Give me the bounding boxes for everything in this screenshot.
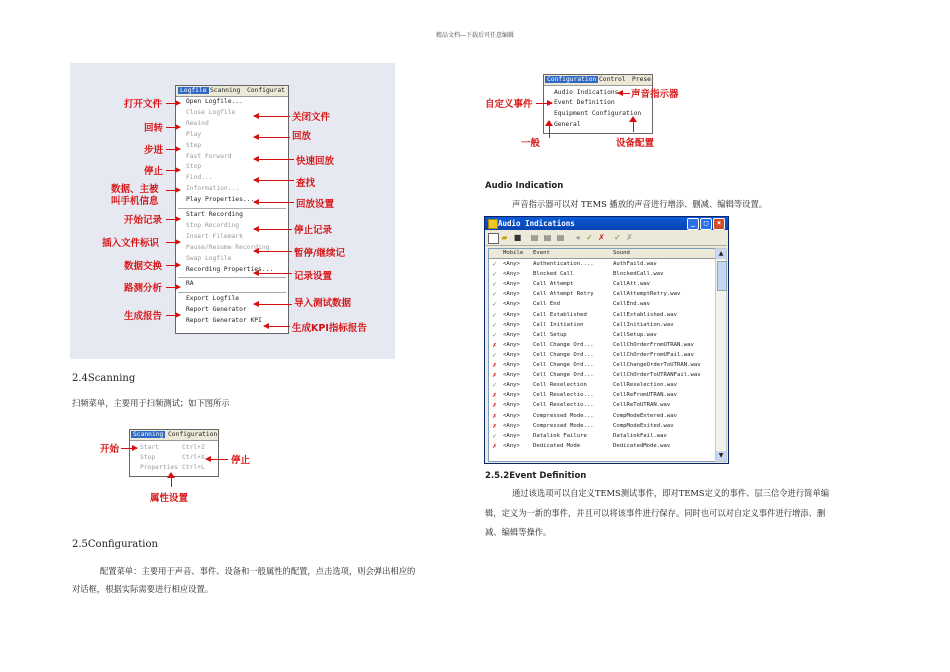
cell-sound: CallAtt.wav bbox=[613, 281, 651, 288]
disable-icon[interactable]: ✗ bbox=[598, 233, 605, 242]
arrow-fast-forward bbox=[254, 159, 294, 160]
label-insert-mark: 插入文件标识 bbox=[102, 238, 160, 249]
cell-event: Call Attempt Retry bbox=[533, 291, 594, 298]
menubar bbox=[544, 75, 652, 86]
cell-sound: CellChOrderFromUFail.wav bbox=[613, 351, 694, 358]
cell-event: Compressed Mode... bbox=[533, 422, 594, 429]
properties-icon[interactable]: ▤ bbox=[530, 233, 539, 242]
enabled-icon: ✓ bbox=[492, 431, 497, 440]
cell-event: Cell Change Ord... bbox=[533, 362, 594, 368]
arrow-record-props bbox=[254, 273, 292, 274]
cell-sound: CellReFromUTRAN.wav bbox=[613, 392, 677, 399]
cell-mobile: <Any> bbox=[503, 442, 520, 449]
label-scan-stop: 停止 bbox=[231, 455, 251, 466]
arrow-find bbox=[254, 180, 294, 181]
enabled-icon: ✓ bbox=[492, 290, 497, 299]
label-kpi: 生成KPI指标报告 bbox=[292, 323, 367, 334]
enabled-icon: ✓ bbox=[492, 260, 497, 268]
enabled-icon: ✓ bbox=[492, 350, 497, 359]
label-general: 一般 bbox=[521, 138, 541, 149]
logfile-menu-item[interactable]: Play Properties... bbox=[186, 196, 255, 204]
cell-sound: CompModeExited.wav bbox=[613, 422, 674, 429]
cell-mobile: <Any> bbox=[503, 261, 520, 267]
app-icon bbox=[488, 219, 498, 229]
logfile-menu-item[interactable]: Step bbox=[186, 141, 202, 149]
disabled-icon: ✗ bbox=[492, 361, 497, 369]
disabled-icon: ✗ bbox=[492, 441, 497, 450]
cell-event: Cell Change Ord... bbox=[533, 372, 594, 379]
table-row[interactable] bbox=[489, 331, 715, 341]
table-row[interactable] bbox=[489, 300, 715, 310]
text-configuration-2: 对话框，根据实际需要进行相应设置。 bbox=[72, 584, 214, 594]
cell-event: Dedicated Mode bbox=[533, 442, 581, 449]
label-record-props: 记录设置 bbox=[294, 271, 333, 282]
table-row[interactable] bbox=[489, 260, 715, 270]
menu-configuration[interactable]: Configurat bbox=[247, 87, 285, 94]
table-header bbox=[489, 249, 715, 259]
arrow-event bbox=[536, 103, 552, 104]
label-ra: 路测分析 bbox=[124, 283, 163, 294]
table-row[interactable] bbox=[489, 422, 715, 432]
enabled-icon: ✓ bbox=[492, 381, 497, 390]
page-header: 精品文档---下载后可任意编辑 bbox=[435, 32, 515, 39]
logfile-menu-item[interactable]: RA bbox=[186, 280, 194, 288]
table-row[interactable] bbox=[489, 280, 715, 290]
cell-sound: CellChangeOrderToUTRAN.wav bbox=[613, 362, 701, 368]
disabled-icon: ✗ bbox=[492, 421, 497, 430]
label-swap: 数据交换 bbox=[124, 261, 163, 272]
cell-mobile: <Any> bbox=[503, 301, 520, 308]
enabled-icon: ✓ bbox=[492, 300, 497, 309]
arrow-kpi bbox=[264, 326, 290, 327]
toolbar bbox=[486, 231, 727, 246]
logfile-menu-item[interactable]: Export Logfile bbox=[186, 295, 240, 303]
scroll-thumb[interactable] bbox=[717, 261, 727, 291]
cell-event: Authentication.... bbox=[533, 261, 594, 267]
label-pause-record: 暂停/继续记 bbox=[294, 248, 345, 259]
enabled-icon: ✓ bbox=[492, 310, 497, 319]
table-row[interactable] bbox=[489, 321, 715, 331]
scan-stop-item[interactable]: Stop bbox=[140, 454, 156, 461]
menubar bbox=[176, 86, 288, 97]
heading-scanning: 2.4Scanning bbox=[72, 373, 136, 384]
col-event[interactable]: Event bbox=[533, 250, 550, 256]
enabled-icon: ✓ bbox=[492, 330, 497, 339]
cell-sound: BlockedCall.wav bbox=[613, 271, 664, 278]
table-row[interactable] bbox=[489, 270, 715, 280]
label-scan-start: 开始 bbox=[100, 444, 120, 455]
save-icon[interactable]: ■ bbox=[513, 233, 522, 242]
arrow-report bbox=[166, 315, 180, 316]
vertical-scrollbar[interactable] bbox=[715, 248, 727, 462]
logfile-menu-item[interactable]: Report Generator KPI bbox=[186, 317, 262, 325]
arrow-scan-props-head bbox=[167, 472, 175, 478]
arrow-audio bbox=[618, 93, 630, 94]
cell-sound: AuthFaild.wav bbox=[613, 261, 657, 267]
col-sound[interactable]: Sound bbox=[613, 250, 630, 256]
arrow-step bbox=[166, 149, 180, 150]
heading-audio: Audio Indication bbox=[485, 181, 564, 191]
cell-mobile: <Any> bbox=[503, 341, 520, 348]
label-scan-props: 属性设置 bbox=[150, 493, 189, 504]
arrow-scan-start bbox=[121, 448, 137, 449]
text-configuration-1: 配置菜单：主要用于声音、事件、设备和一般属性的配置，点击选项，则会弹出相应的 bbox=[100, 566, 416, 576]
scan-start-shortcut: Ctrl+Z bbox=[182, 444, 205, 451]
menu-logfile[interactable]: Logfile bbox=[180, 87, 207, 94]
window-title: Audio Indications bbox=[498, 219, 575, 228]
enable-all-icon[interactable]: ✓ bbox=[614, 233, 621, 242]
cell-event: Call Setup bbox=[533, 331, 567, 338]
table-row[interactable] bbox=[489, 341, 715, 351]
arrow-stop-record bbox=[254, 229, 292, 230]
disabled-icon: ✗ bbox=[492, 411, 497, 420]
cell-sound: CellChOrderToUTRANFail.wav bbox=[613, 372, 701, 379]
cell-mobile: <Any> bbox=[503, 432, 520, 439]
cell-mobile: <Any> bbox=[503, 362, 520, 368]
list-icon[interactable]: ▤ bbox=[556, 233, 565, 242]
cell-event: Cell Reselection bbox=[533, 382, 587, 389]
cell-sound: CallSetup.wav bbox=[613, 331, 657, 338]
disabled-icon: ✗ bbox=[492, 391, 497, 400]
cell-mobile: <Any> bbox=[503, 402, 520, 409]
menu-control[interactable]: Control bbox=[599, 76, 626, 83]
text-event-2: 辑，定义为一新的事件，并且可以将该事件进行保存。同时也可以对自定义事件进行增添、删 bbox=[485, 508, 826, 518]
logfile-menu-figure bbox=[70, 63, 395, 359]
cell-event: Call Established bbox=[533, 311, 587, 318]
disabled-icon: ✗ bbox=[492, 340, 497, 349]
menu-separator bbox=[178, 277, 286, 278]
close-icon[interactable]: × bbox=[713, 218, 725, 230]
scan-properties-shortcut: Ctrl+L bbox=[182, 464, 205, 471]
cell-event: Cell Change Ord... bbox=[533, 351, 594, 358]
logfile-menu-item[interactable]: Play bbox=[186, 130, 202, 138]
text-audio: 声音指示器可以对 TEMS 播放的声音进行增添、删减、编辑等设置。 bbox=[512, 199, 768, 209]
logfile-menu bbox=[175, 85, 289, 334]
label-info-1: 数据、主被 bbox=[111, 184, 159, 195]
cell-sound: CellReselection.wav bbox=[613, 382, 677, 389]
table-row[interactable] bbox=[489, 442, 715, 452]
logfile-menu-item[interactable]: Recording Properties... bbox=[186, 265, 274, 273]
arrow-general-head bbox=[545, 120, 553, 126]
enabled-icon: ✓ bbox=[492, 270, 497, 279]
table-row[interactable] bbox=[489, 432, 715, 442]
arrow-insert-mark bbox=[166, 242, 180, 243]
table-row[interactable] bbox=[489, 361, 715, 371]
label-info-2: 叫手机信息 bbox=[111, 196, 159, 207]
label-step: 步进 bbox=[144, 145, 164, 156]
menu-presentation[interactable]: Prese bbox=[632, 76, 651, 83]
scan-properties-item[interactable]: Properties bbox=[140, 464, 178, 471]
logfile-menu-item[interactable]: Information... bbox=[186, 185, 240, 193]
scanning-menu bbox=[129, 429, 219, 477]
minimize-icon[interactable]: _ bbox=[687, 218, 699, 230]
cell-event: Compressed Mode... bbox=[533, 412, 594, 419]
cell-event: Cell Reselectio... bbox=[533, 402, 594, 409]
enabled-icon: ✓ bbox=[492, 280, 497, 289]
arrow-close-file bbox=[254, 116, 290, 117]
arrow-stop bbox=[166, 170, 180, 171]
logfile-menu-item[interactable]: Open Logfile... bbox=[186, 98, 243, 105]
text-event-3: 减、编辑等操作。 bbox=[485, 527, 552, 537]
cell-mobile: <Any> bbox=[503, 422, 520, 429]
table-row[interactable] bbox=[489, 412, 715, 422]
arrow-pause-record bbox=[254, 251, 292, 252]
cell-sound: CallAttemptRetry.wav bbox=[613, 291, 681, 298]
enabled-icon: ✓ bbox=[492, 320, 497, 329]
disabled-icon: ✗ bbox=[492, 401, 497, 410]
logfile-menu-item[interactable]: Insert Filemark bbox=[186, 232, 243, 240]
cell-sound: CellReToUTRAN.wav bbox=[613, 402, 671, 409]
logfile-menu-item[interactable]: Stop Recording bbox=[186, 221, 240, 229]
cell-mobile: <Any> bbox=[503, 271, 520, 278]
arrow-info bbox=[166, 190, 180, 191]
cell-mobile: <Any> bbox=[503, 382, 520, 389]
logfile-menu-item[interactable]: Close Logfile bbox=[186, 108, 236, 116]
logfile-menu-item[interactable]: Report Generator bbox=[186, 306, 247, 314]
new-icon[interactable] bbox=[488, 233, 499, 244]
menu-separator bbox=[178, 292, 286, 293]
maximize-icon[interactable]: □ bbox=[700, 218, 712, 230]
menu-separator bbox=[178, 208, 286, 209]
cell-event: Cell Change Ord... bbox=[533, 341, 594, 348]
label-event: 自定义事件 bbox=[485, 99, 533, 110]
cell-sound: CallInitiation.wav bbox=[613, 321, 674, 328]
scroll-down-icon[interactable]: ▼ bbox=[716, 451, 726, 461]
cell-event: Call End bbox=[533, 301, 560, 308]
config-event-item[interactable]: Event Definition bbox=[554, 99, 615, 106]
arrow-play bbox=[254, 137, 290, 138]
arrow-ra bbox=[166, 287, 180, 288]
table-row[interactable] bbox=[489, 290, 715, 300]
menu-configuration[interactable]: Configuration bbox=[168, 431, 218, 438]
arrow-scan-stop bbox=[206, 459, 228, 460]
label-play-props: 回放设置 bbox=[296, 199, 335, 210]
heading-event-definition: 2.5.2Event Definition bbox=[485, 471, 587, 481]
label-start-record: 开始记录 bbox=[124, 215, 163, 226]
arrow-equip-head bbox=[629, 116, 637, 122]
cell-sound: DatalinkFail.wav bbox=[613, 432, 667, 439]
logfile-menu-item[interactable]: Fast Forward bbox=[186, 152, 232, 160]
cell-mobile: <Any> bbox=[503, 372, 520, 379]
logfile-menu-item[interactable]: Start Recording bbox=[186, 211, 243, 218]
heading-configuration: 2.5Configuration bbox=[72, 539, 158, 550]
cell-mobile: <Any> bbox=[503, 281, 520, 288]
label-find: 查找 bbox=[296, 178, 316, 189]
logfile-menu-item[interactable]: Rewind bbox=[186, 119, 209, 127]
cell-event: Datalink Failure bbox=[533, 432, 587, 439]
table-row[interactable] bbox=[489, 311, 715, 321]
table-row[interactable] bbox=[489, 391, 715, 401]
text-event-1: 通过该选项可以自定义TEMS测试事件，即对TEMS定义的事件、层三信令进行简单编 bbox=[512, 488, 830, 498]
table-row[interactable] bbox=[489, 371, 715, 381]
menubar bbox=[130, 430, 218, 441]
menu-scanning[interactable]: Scanning bbox=[133, 431, 164, 438]
edit-icon[interactable]: ▤ bbox=[543, 233, 552, 242]
label-play: 回放 bbox=[292, 131, 312, 142]
table-row[interactable] bbox=[489, 381, 715, 391]
arrow-export bbox=[254, 304, 292, 305]
cell-event: Cell Reselectio... bbox=[533, 392, 594, 399]
cell-sound: CellChOrderFromUTRAN.wav bbox=[613, 341, 694, 348]
config-equipment-item[interactable]: Equipment Configuration bbox=[554, 110, 642, 117]
cell-sound: CompModeEntered.wav bbox=[613, 412, 677, 419]
cell-sound: CallEstablished.wav bbox=[613, 311, 677, 318]
cell-mobile: <Any> bbox=[503, 311, 520, 318]
scan-stop-shortcut: Ctrl+X bbox=[182, 454, 205, 461]
label-audio: 声音指示器 bbox=[631, 89, 679, 100]
menu-configuration[interactable]: Configuration bbox=[547, 76, 597, 83]
arrow-open-file bbox=[166, 103, 180, 104]
audio-indications-window bbox=[484, 216, 729, 464]
cell-mobile: <Any> bbox=[503, 412, 520, 419]
label-export: 导入测试数据 bbox=[294, 298, 352, 309]
table-row[interactable] bbox=[489, 351, 715, 361]
cell-event: Call Attempt bbox=[533, 281, 574, 288]
disabled-icon: ✗ bbox=[492, 371, 497, 380]
logfile-menu-item[interactable]: Find... bbox=[186, 174, 213, 182]
speaker-icon[interactable]: ◂ bbox=[575, 233, 580, 242]
config-general-item[interactable]: General bbox=[554, 121, 581, 128]
cell-mobile: <Any> bbox=[503, 291, 520, 298]
scan-start-item[interactable]: Start bbox=[140, 444, 159, 451]
label-report: 生成报告 bbox=[124, 311, 163, 322]
titlebar bbox=[485, 217, 728, 230]
arrow-play-props bbox=[254, 202, 294, 203]
cell-mobile: <Any> bbox=[503, 351, 520, 358]
cell-mobile: <Any> bbox=[503, 392, 520, 399]
audio-table[interactable] bbox=[488, 248, 716, 462]
scroll-up-icon[interactable]: ▲ bbox=[716, 249, 726, 259]
cell-event: Call Initiation bbox=[533, 321, 584, 328]
col-mobile[interactable]: Mobile bbox=[503, 250, 524, 256]
label-stop: 停止 bbox=[144, 166, 164, 177]
arrow-start-record bbox=[166, 219, 180, 220]
logfile-menu-item[interactable]: Pause/Resume Recording bbox=[186, 243, 270, 251]
arrow-rewind bbox=[166, 127, 180, 128]
label-stop-record: 停止记录 bbox=[294, 225, 333, 236]
configuration-menu bbox=[543, 74, 653, 134]
menu-scanning[interactable]: Scanning bbox=[210, 87, 241, 94]
text-scanning: 扫频菜单，主要用于扫频测试；如下图所示 bbox=[72, 398, 230, 408]
label-fast-forward: 快速回放 bbox=[296, 156, 335, 167]
cell-mobile: <Any> bbox=[503, 331, 520, 338]
cell-sound: DedicatedMode.wav bbox=[613, 442, 671, 449]
disable-all-icon[interactable]: ✗ bbox=[626, 233, 633, 242]
table-row[interactable] bbox=[489, 401, 715, 411]
cell-event: Blocked Call bbox=[533, 271, 574, 278]
open-icon[interactable]: ▰ bbox=[501, 233, 508, 242]
label-close-file: 关闭文件 bbox=[292, 112, 331, 123]
label-open-file: 打开文件 bbox=[124, 99, 163, 110]
logfile-menu-item[interactable]: Stop bbox=[186, 163, 202, 171]
cell-sound: CallEnd.wav bbox=[613, 301, 651, 308]
enable-icon[interactable]: ✓ bbox=[586, 233, 593, 242]
config-audio-item[interactable]: Audio Indications bbox=[554, 89, 619, 96]
label-equip: 设备配置 bbox=[616, 138, 655, 149]
label-rewind: 回转 bbox=[144, 123, 164, 134]
arrow-swap bbox=[166, 265, 180, 266]
logfile-menu-item[interactable]: Swap Logfile bbox=[186, 254, 232, 262]
cell-mobile: <Any> bbox=[503, 321, 520, 328]
